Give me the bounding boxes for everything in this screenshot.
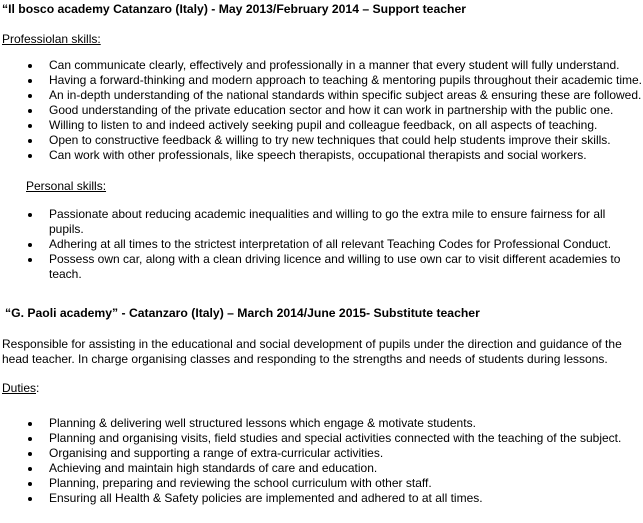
- list-item: Can work with other professionals, like speech therapists, occupational therapists and social workers.: [2, 148, 642, 163]
- professional-skills-list: [2, 58, 642, 163]
- bullet-icon: [28, 64, 32, 68]
- job-title-g-paoli: “G. Paoli academy” - Catanzaro (Italy) – March 2014/June 2015- Substitute teacher: [5, 306, 480, 320]
- bullet-icon: [28, 422, 32, 426]
- bullet-icon: [28, 213, 32, 217]
- bullet-icon: [28, 154, 32, 158]
- list-item: Planning & delivering well structured lessons which engage & motivate students.: [2, 416, 621, 431]
- bullet-icon: [28, 243, 32, 247]
- list-item: Willing to listen to and indeed actively seeking pupil and colleague feedback, on all aspects of teaching.: [2, 118, 642, 133]
- bullet-icon: [28, 124, 32, 128]
- list-item: Good understanding of the private education sector and how it can work in partnership with the public one.: [2, 103, 642, 118]
- list-item: Planning, preparing and reviewing the school curriculum with other staff.: [2, 476, 621, 491]
- job-title-il-bosco: “Il bosco academy Catanzaro (Italy) - May 2013/February 2014 – Support teacher: [2, 2, 466, 16]
- bullet-icon: [28, 452, 32, 456]
- bullet-icon: [28, 258, 32, 262]
- bullet-icon: [28, 497, 32, 501]
- list-item: An in-depth understanding of the national standards within specific subject areas & ensuring these are followed.: [2, 88, 642, 103]
- duties-label: Duties: [2, 381, 37, 395]
- bullet-icon: [28, 109, 32, 113]
- list-item: Having a forward-thinking and modern approach to teaching & mentoring pupils throughout their academic time.: [2, 73, 642, 88]
- list-item: Achieving and maintain high standards of care and education.: [2, 461, 621, 476]
- bullet-icon: [28, 94, 32, 98]
- list-item: Open to constructive feedback & willing to try new techniques that could help students improve their skills.: [2, 133, 642, 148]
- list-item: Ensuring all Health & Safety policies are implemented and adhered to at all times.: [2, 491, 621, 506]
- job-description: Responsible for assisting in the educational and social development of pupils under the direction and guidance of the head teacher. In charge organising classes and responding to the strengths and needs of students during lessons.: [2, 337, 622, 366]
- duties-heading: Duties:: [2, 381, 40, 395]
- bullet-icon: [28, 482, 32, 486]
- list-item: Possess own car, along with a clean driving licence and willing to use own car to visit different academies to teach.: [2, 252, 639, 282]
- list-item: Can communicate clearly, effectively and professionally in a manner that every student will fully understand.: [2, 58, 642, 73]
- personal-skills-label: Personal skills:: [26, 179, 107, 193]
- bullet-icon: [28, 437, 32, 441]
- list-item: Passionate about reducing academic inequalities and willing to go the extra mile to ensure fairness for all pupils.: [2, 207, 639, 237]
- bullet-icon: [28, 139, 32, 143]
- list-item: Planning and organising visits, field studies and special activities connected with the teaching of the subject.: [2, 431, 621, 446]
- bullet-icon: [28, 79, 32, 83]
- list-item: Organising and supporting a range of extra-curricular activities.: [2, 446, 621, 461]
- duties-list: [2, 416, 621, 506]
- personal-skills-list: [2, 207, 639, 282]
- bullet-icon: [28, 467, 32, 471]
- professional-skills-label: Professiolan skills:: [2, 32, 101, 46]
- list-item: Adhering at all times to the strictest interpretation of all relevant Teaching Codes for Professional Conduct.: [2, 237, 639, 252]
